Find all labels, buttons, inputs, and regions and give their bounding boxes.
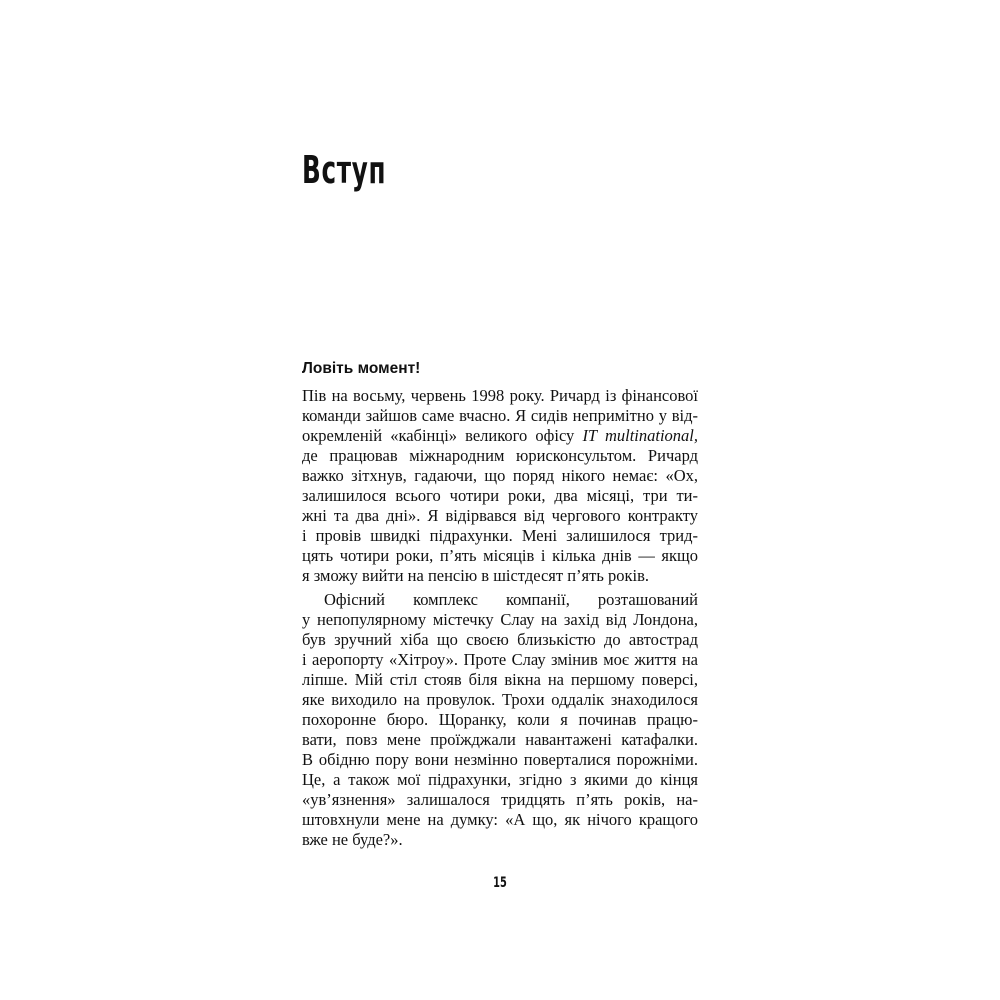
text-line: Це, а також мої підрахунки, згідно з якими до кінця <box>302 770 698 789</box>
section-heading: Ловіть момент! <box>302 360 421 377</box>
text-line: був зручний хіба що своєю близькістю до автострад <box>302 630 698 649</box>
text-line: окремленій «кабінці» великого офісу IT multinational, <box>302 426 698 445</box>
text-line: де працював міжнародним юрисконсультом. Ричард <box>302 446 698 465</box>
text-line: у непопулярному містечку Слау на захід від Лондона, <box>302 610 698 629</box>
text-line: штовхнули мене на думку: «А що, як нічого кращого <box>302 810 698 829</box>
text-line: залишилося всього чотири роки, два місяці, три ти- <box>302 486 698 505</box>
text-line: Офісний комплекс компанії, розташований <box>324 590 698 609</box>
text-line: я зможу вийти на пенсію в шістдесят п’ять років. <box>302 566 649 585</box>
text-line: жні та два дні». Я відірвався від чергового контракту <box>302 506 698 525</box>
chapter-title: Вступ <box>302 148 387 192</box>
text-line: похоронне бюро. Щоранку, коли я починав працю- <box>302 710 698 729</box>
text-line: вати, повз мене проїжджали навантажені катафалки. <box>302 730 698 749</box>
page-number: 15 <box>493 875 507 891</box>
text-line: «ув’язнення» залишалося тридцять п’ять років, на- <box>302 790 698 809</box>
text-line: і провів швидкі підрахунки. Мені залишилося трид- <box>302 526 698 545</box>
text-line: важко зітхнув, гадаючи, що поряд нікого немає: «Ох, <box>302 466 698 485</box>
text-line: В обідню пору вони незмінно поверталися порожніми. <box>302 750 698 769</box>
text-line: Пів на восьму, червень 1998 року. Ричард із фінансової <box>302 386 698 405</box>
text-line: яке виходило на провулок. Трохи оддалік знаходилося <box>302 690 698 709</box>
text-line: команди зайшов саме вчасно. Я сидів непримітно у від- <box>302 406 698 425</box>
text-line: і аеропорту «Хітроу». Проте Слау змінив моє життя на <box>302 650 698 669</box>
text-line: вже не буде?». <box>302 830 403 849</box>
text-line: цять чотири роки, п’ять місяців і кілька днів — якщо <box>302 546 698 565</box>
text-line: ліпше. Мій стіл стояв біля вікна на першому поверсі, <box>302 670 698 689</box>
